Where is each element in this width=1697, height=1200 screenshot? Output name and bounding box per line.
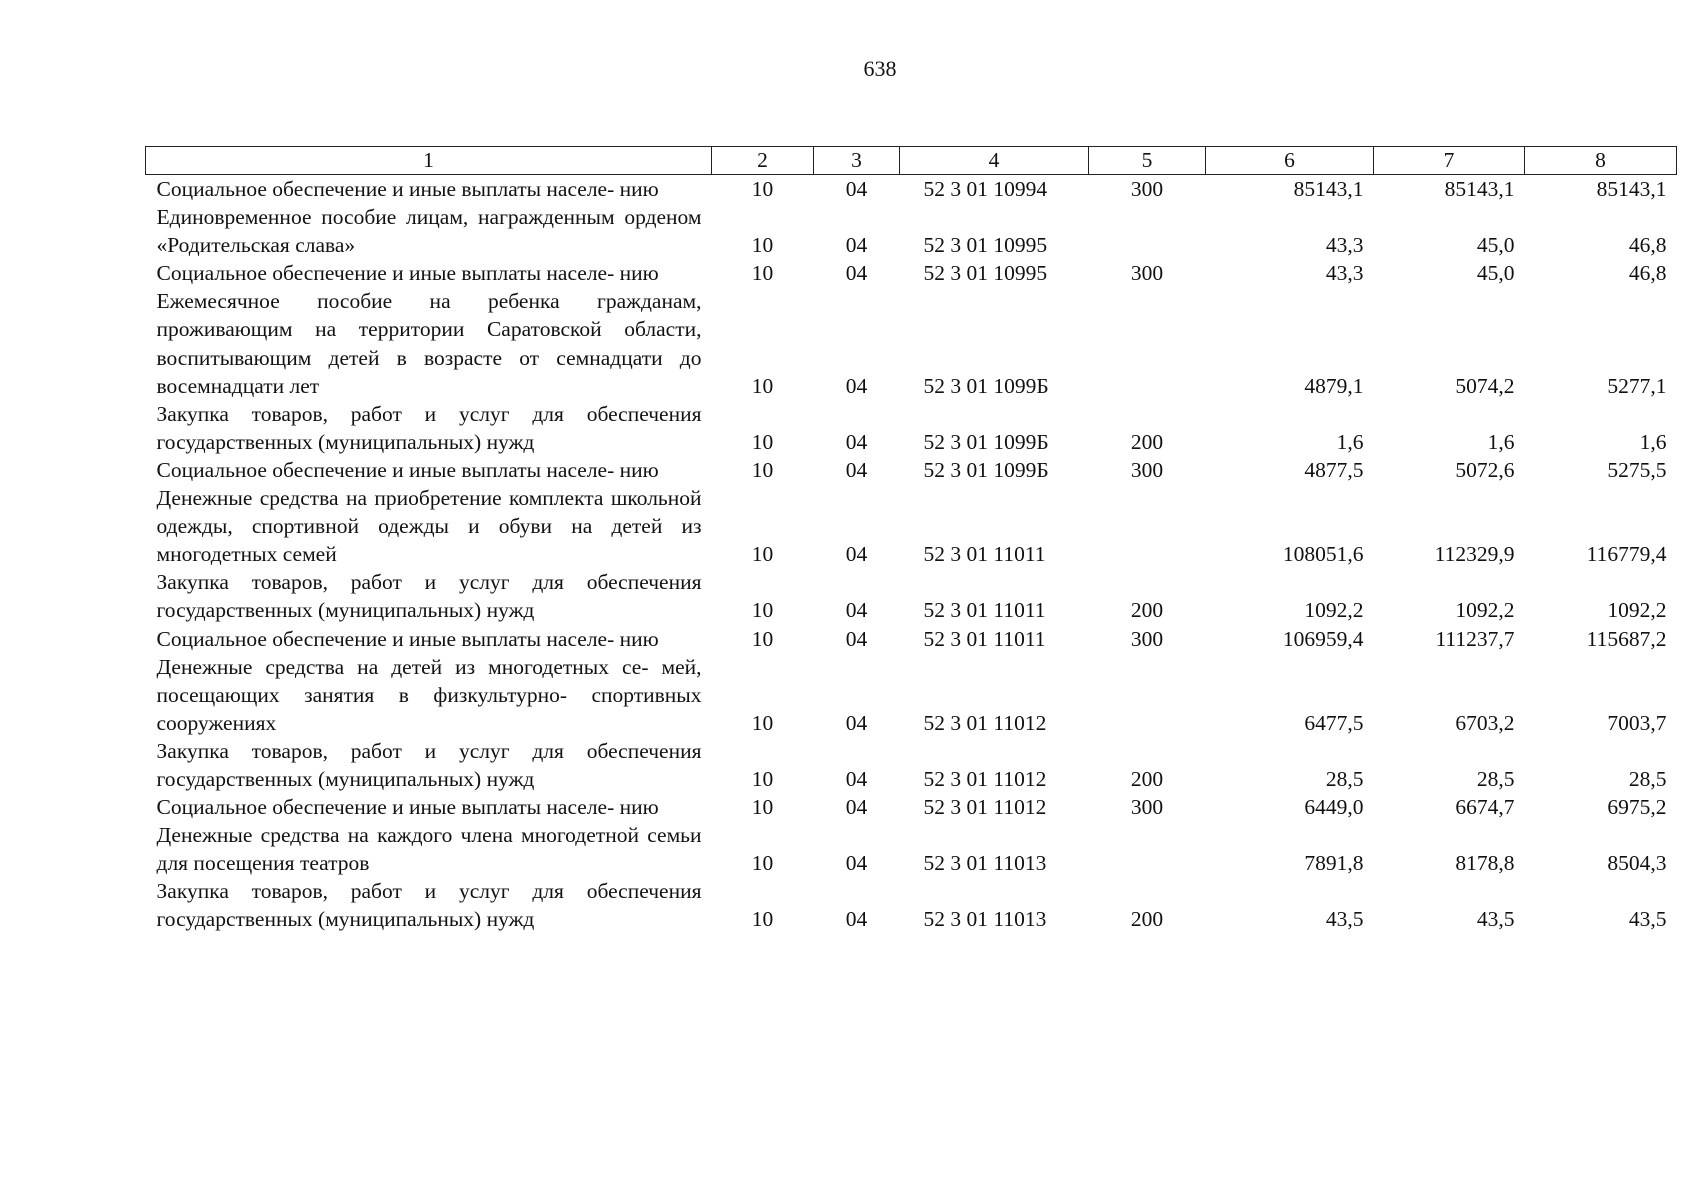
budget-table — [145, 146, 1677, 934]
target-article-code: 52 3 01 1099Б — [923, 457, 1049, 482]
section-code: 10 — [751, 851, 774, 876]
expense-type-code: 200 — [1130, 766, 1164, 791]
subsection-code: 04 — [845, 457, 868, 482]
table-row — [146, 877, 1677, 933]
amount-year-2: 85143,1 — [1444, 177, 1515, 201]
section-code: 10 — [751, 373, 774, 398]
row-description: Денежные средства на приобретение комплекта школьной одежды, спортивной одежды и обуви на детей из многодетных семей — [156, 486, 702, 567]
amount-year-1: 1092,2 — [1304, 598, 1364, 623]
amount-year-2: 8178,8 — [1455, 851, 1515, 876]
amount-year-3: 46,8 — [1628, 233, 1667, 258]
row-description: Социальное обеспечение и иные выплаты населе- нию — [156, 626, 659, 651]
amount-year-1: 43,3 — [1325, 261, 1364, 286]
subsection-code: 04 — [845, 851, 868, 876]
amount-year-1: 6477,5 — [1304, 710, 1364, 735]
target-article-code: 52 3 01 11013 — [923, 907, 1047, 932]
amount-year-3: 5275,5 — [1607, 457, 1667, 482]
expense-type-code: 200 — [1130, 907, 1164, 932]
section-code: 10 — [751, 261, 774, 286]
row-description: Закупка товаров, работ и услуг для обеспечения государственных (муниципальных) нужд — [156, 570, 702, 623]
amount-year-3: 1,6 — [1639, 429, 1667, 454]
table-row — [146, 287, 1677, 399]
amount-year-1: 6449,0 — [1304, 795, 1364, 820]
target-article-code: 52 3 01 11011 — [923, 542, 1046, 567]
page-number: 638 — [863, 56, 897, 81]
target-article-code: 52 3 01 11013 — [923, 851, 1047, 876]
target-article-code: 52 3 01 11012 — [923, 766, 1047, 791]
row-description: Социальное обеспечение и иные выплаты населе- нию — [156, 795, 659, 820]
subsection-code: 04 — [845, 710, 868, 735]
target-article-code: 52 3 01 10995 — [923, 233, 1048, 258]
amount-year-1: 7891,8 — [1304, 851, 1364, 876]
row-description: Закупка товаров, работ и услуг для обеспечения государственных (муниципальных) нужд — [156, 879, 702, 932]
expense-type-code: 300 — [1130, 177, 1164, 201]
expense-type-code — [1089, 821, 1206, 877]
amount-year-3: 46,8 — [1628, 261, 1667, 286]
amount-year-3: 5277,1 — [1607, 373, 1667, 398]
subsection-code: 04 — [845, 373, 868, 398]
amount-year-2: 45,0 — [1476, 233, 1515, 258]
table-row — [146, 175, 1677, 204]
subsection-code: 04 — [845, 907, 868, 932]
section-code: 10 — [751, 907, 774, 932]
target-article-code: 52 3 01 1099Б — [923, 429, 1049, 454]
subsection-code: 04 — [845, 177, 868, 201]
amount-year-3: 6975,2 — [1607, 795, 1667, 820]
table-row — [146, 653, 1677, 737]
column-header-4: 4 — [900, 147, 1089, 175]
table-row — [146, 737, 1677, 793]
amount-year-2: 5072,6 — [1455, 457, 1515, 482]
amount-year-1: 106959,4 — [1282, 626, 1364, 651]
expense-type-code: 200 — [1130, 429, 1164, 454]
row-description: Единовременное пособие лицам, награжденным орденом «Родительская слава» — [156, 205, 702, 258]
target-article-code: 52 3 01 1099Б — [923, 373, 1049, 398]
table-row — [146, 456, 1677, 484]
amount-year-3: 116779,4 — [1586, 542, 1667, 567]
column-header-7: 7 — [1374, 147, 1525, 175]
column-header-2: 2 — [712, 147, 814, 175]
section-code: 10 — [751, 457, 774, 482]
amount-year-2: 5074,2 — [1455, 373, 1515, 398]
expense-type-code — [1089, 653, 1206, 737]
section-code: 10 — [751, 429, 774, 454]
section-code: 10 — [751, 766, 774, 791]
table-row — [146, 625, 1677, 653]
amount-year-1: 4879,1 — [1304, 373, 1364, 398]
subsection-code: 04 — [845, 233, 868, 258]
subsection-code: 04 — [845, 626, 868, 651]
section-code: 10 — [751, 233, 774, 258]
amount-year-1: 43,5 — [1325, 907, 1364, 932]
amount-year-2: 6674,7 — [1455, 795, 1515, 820]
target-article-code: 52 3 01 11011 — [923, 626, 1046, 651]
amount-year-2: 28,5 — [1476, 766, 1515, 791]
section-code: 10 — [751, 710, 774, 735]
amount-year-3: 7003,7 — [1607, 710, 1667, 735]
subsection-code: 04 — [845, 795, 868, 820]
amount-year-1: 1,6 — [1336, 429, 1364, 454]
amount-year-2: 43,5 — [1476, 907, 1515, 932]
target-article-code: 52 3 01 11012 — [923, 795, 1047, 820]
subsection-code: 04 — [845, 429, 868, 454]
row-description: Закупка товаров, работ и услуг для обеспечения государственных (муниципальных) нужд — [156, 401, 702, 454]
table-body — [146, 175, 1677, 934]
section-code: 10 — [751, 177, 774, 201]
amount-year-3: 8504,3 — [1607, 851, 1667, 876]
amount-year-2: 111237,7 — [1435, 626, 1515, 651]
column-header-3: 3 — [814, 147, 900, 175]
amount-year-3: 1092,2 — [1607, 598, 1667, 623]
section-code: 10 — [751, 598, 774, 623]
amount-year-3: 115687,2 — [1586, 626, 1667, 651]
section-code: 10 — [751, 626, 774, 651]
expense-type-code — [1089, 203, 1206, 259]
row-description: Социальное обеспечение и иные выплаты населе- нию — [156, 261, 659, 286]
table-header — [146, 147, 1677, 175]
table-row — [146, 484, 1677, 568]
subsection-code: 04 — [845, 598, 868, 623]
amount-year-2: 6703,2 — [1455, 710, 1515, 735]
target-article-code: 52 3 01 10995 — [923, 261, 1048, 286]
subsection-code: 04 — [845, 261, 868, 286]
target-article-code: 52 3 01 10994 — [923, 177, 1048, 201]
row-description: Ежемесячное пособие на ребенка гражданам, проживающим на территории Саратовской области, воспитывающим детей в возрасте от семнадцати до восемнадцати лет — [156, 289, 702, 398]
row-description: Денежные средства на каждого члена многодетной семьи для посещения театров — [156, 823, 702, 876]
target-article-code: 52 3 01 11012 — [923, 710, 1047, 735]
section-code: 10 — [751, 795, 774, 820]
column-header-5: 5 — [1089, 147, 1206, 175]
expense-type-code: 300 — [1130, 457, 1164, 482]
expense-type-code — [1089, 287, 1206, 399]
row-description: Социальное обеспечение и иные выплаты населе- нию — [156, 457, 659, 482]
table-row — [146, 821, 1677, 877]
amount-year-1: 108051,6 — [1282, 542, 1364, 567]
table-row — [146, 259, 1677, 287]
expense-type-code: 300 — [1130, 795, 1164, 820]
section-code: 10 — [751, 542, 774, 567]
table-row — [146, 203, 1677, 259]
table-row — [146, 568, 1677, 624]
amount-year-1: 4877,5 — [1304, 457, 1364, 482]
amount-year-3: 43,5 — [1628, 907, 1667, 932]
column-header-8: 8 — [1525, 147, 1677, 175]
amount-year-2: 1,6 — [1487, 429, 1515, 454]
header-row — [146, 147, 1677, 175]
expense-type-code: 300 — [1130, 626, 1164, 651]
table-row — [146, 400, 1677, 456]
amount-year-2: 112329,9 — [1434, 542, 1515, 567]
amount-year-3: 28,5 — [1628, 766, 1667, 791]
subsection-code: 04 — [845, 542, 868, 567]
row-description: Закупка товаров, работ и услуг для обеспечения государственных (муниципальных) нужд — [156, 738, 702, 791]
amount-year-1: 85143,1 — [1293, 177, 1364, 201]
expense-type-code — [1089, 484, 1206, 568]
amount-year-2: 1092,2 — [1455, 598, 1515, 623]
table-row — [146, 793, 1677, 821]
target-article-code: 52 3 01 11011 — [923, 598, 1046, 623]
expense-type-code: 300 — [1130, 261, 1164, 286]
subsection-code: 04 — [845, 766, 868, 791]
row-description: Социальное обеспечение и иные выплаты населе- нию — [156, 177, 659, 201]
row-description: Денежные средства на детей из многодетных се- мей, посещающих занятия в физкультурно- спортивных сооружениях — [156, 654, 702, 735]
column-header-6: 6 — [1206, 147, 1374, 175]
column-header-1: 1 — [146, 147, 712, 175]
expense-type-code: 200 — [1130, 598, 1164, 623]
amount-year-2: 45,0 — [1476, 261, 1515, 286]
amount-year-1: 28,5 — [1325, 766, 1364, 791]
amount-year-3: 85143,1 — [1596, 177, 1667, 201]
amount-year-1: 43,3 — [1325, 233, 1364, 258]
